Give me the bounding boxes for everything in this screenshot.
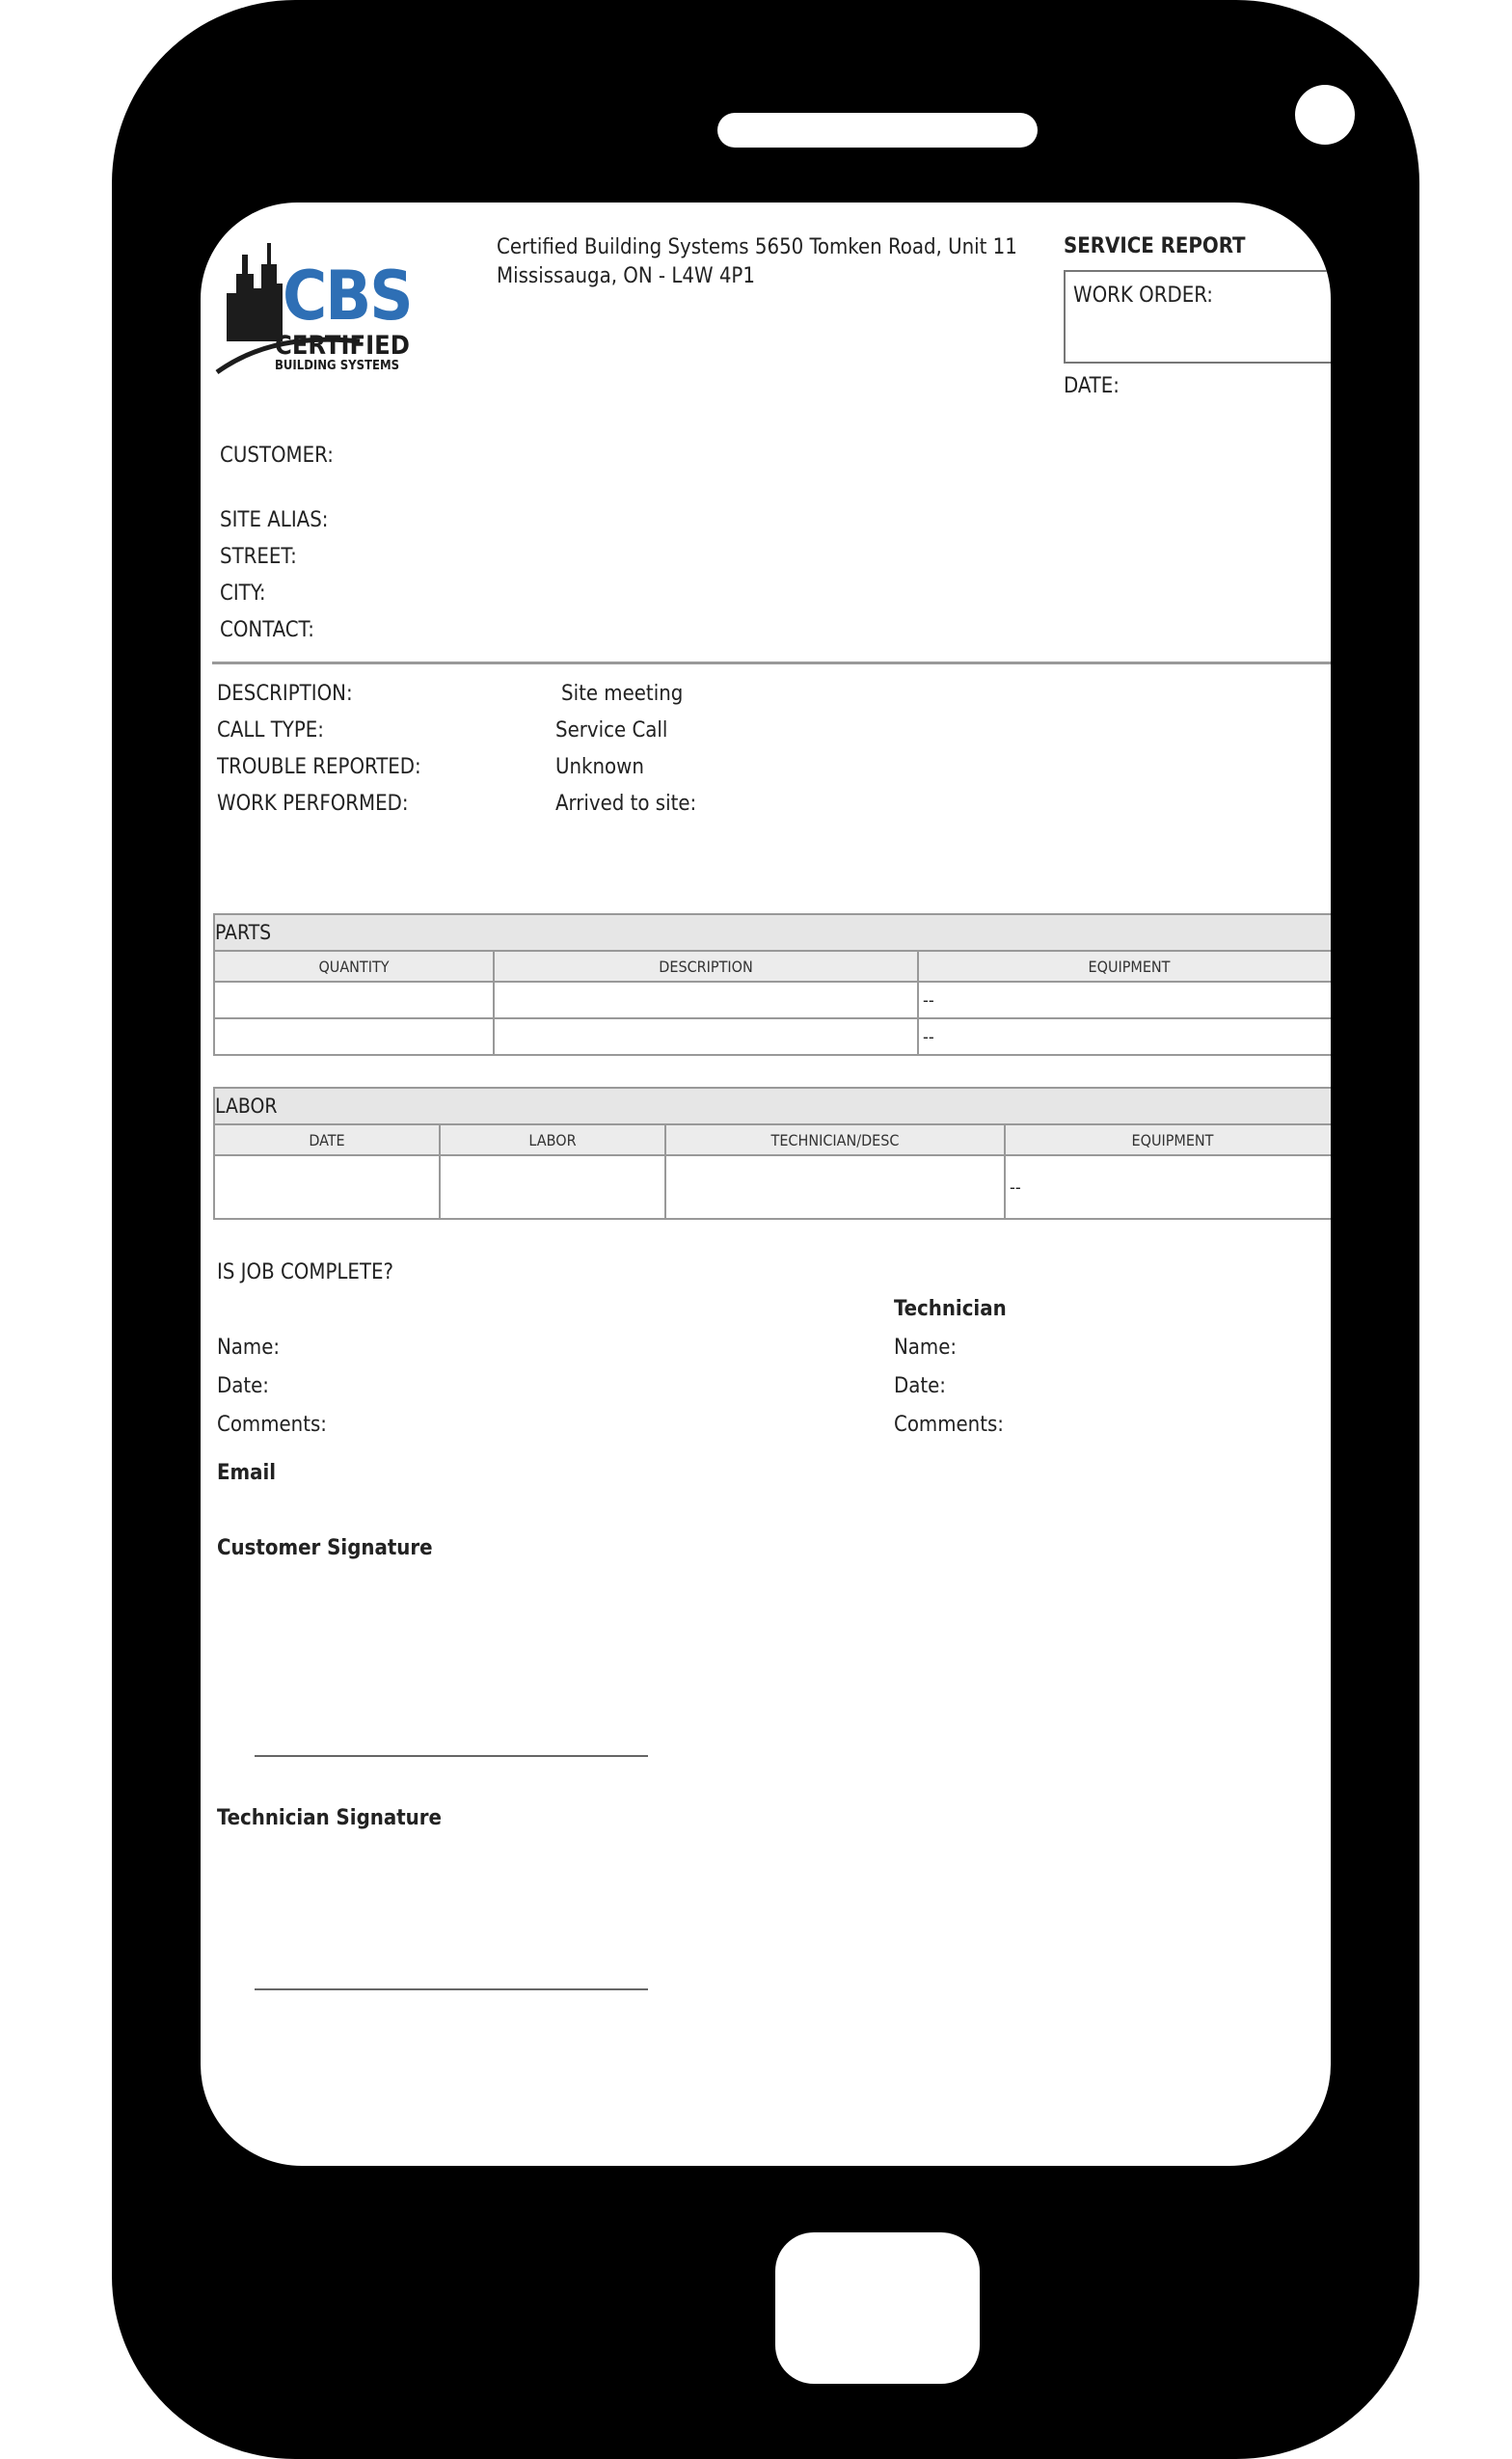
parts-col-equipment: EQUIPMENT [918, 951, 1331, 982]
speaker-slot [717, 113, 1038, 148]
labor-cell-technician [665, 1155, 1005, 1219]
logo-certified: CERTIFIED [275, 331, 410, 361]
parts-cell-quantity [214, 982, 494, 1018]
report-date-label: DATE: [1064, 374, 1120, 398]
work-performed-value: Arrived to site: [555, 792, 697, 816]
customer-signature-label: Customer Signature [217, 1536, 433, 1560]
work-order-label: WORK ORDER: [1073, 284, 1213, 308]
site-alias-label: SITE ALIAS: [220, 508, 329, 532]
table-row [214, 1155, 1331, 1219]
email-label: Email [217, 1461, 277, 1485]
trouble-reported-label: TROUBLE REPORTED: [217, 755, 421, 779]
customer-signature-line[interactable] [255, 1755, 648, 1757]
company-logo [215, 235, 412, 399]
technician-signature-line[interactable] [255, 1988, 648, 1990]
description-label: DESCRIPTION: [217, 682, 353, 706]
parts-cell-description [494, 982, 918, 1018]
job-complete-question: IS JOB COMPLETE? [217, 1260, 393, 1284]
contact-label: CONTACT: [220, 618, 314, 642]
home-button[interactable] [775, 2232, 980, 2384]
logo-building-systems: BUILDING SYSTEMS [275, 359, 400, 373]
street-label: STREET: [220, 545, 297, 569]
labor-cell-equipment: -- [1005, 1155, 1331, 1219]
parts-cell-equipment: -- [918, 982, 1331, 1018]
customer-label: CUSTOMER: [220, 444, 334, 468]
parts-cell-description [494, 1018, 918, 1055]
table-row [214, 982, 1331, 1018]
technician-comments-label: Comments: [894, 1413, 1004, 1437]
description-value: Site meeting [561, 682, 684, 706]
technician-signature-label: Technician Signature [217, 1806, 442, 1830]
technician-name-label: Name: [894, 1336, 958, 1360]
parts-title: PARTS [214, 914, 1331, 951]
parts-cell-equipment: -- [918, 1018, 1331, 1055]
technician-date-label: Date: [894, 1374, 946, 1398]
address-line-1: Certified Building Systems 5650 Tomken Road, Unit 11 [497, 235, 1017, 259]
parts-col-description: DESCRIPTION [494, 951, 918, 982]
labor-table [213, 1087, 1331, 1220]
parts-table [213, 913, 1331, 1056]
customer-comments-label: Comments: [217, 1413, 327, 1437]
camera-icon [1295, 85, 1355, 145]
table-row [214, 1018, 1331, 1055]
labor-col-labor: LABOR [440, 1124, 665, 1155]
company-address [497, 233, 1017, 291]
parts-cell-quantity [214, 1018, 494, 1055]
logo-wordmark: CBS [283, 257, 412, 336]
labor-cell-date [214, 1155, 440, 1219]
technician-heading: Technician [894, 1297, 1007, 1321]
city-label: CITY: [220, 581, 266, 606]
call-type-value: Service Call [555, 718, 668, 743]
labor-title: LABOR [214, 1088, 1331, 1124]
trouble-reported-value: Unknown [555, 755, 644, 779]
work-order-box[interactable] [1064, 270, 1331, 364]
customer-date-label: Date: [217, 1374, 269, 1398]
parts-col-quantity: QUANTITY [214, 951, 494, 982]
labor-cell-labor [440, 1155, 665, 1219]
service-report-screen [201, 203, 1331, 2166]
report-title: SERVICE REPORT [1064, 234, 1246, 258]
customer-name-label: Name: [217, 1336, 281, 1360]
labor-col-equipment: EQUIPMENT [1005, 1124, 1331, 1155]
labor-col-technician: TECHNICIAN/DESC [665, 1124, 1005, 1155]
section-divider [212, 662, 1331, 664]
address-line-2: Mississauga, ON - L4W 4P1 [497, 264, 755, 288]
work-performed-label: WORK PERFORMED: [217, 792, 409, 816]
labor-col-date: DATE [214, 1124, 440, 1155]
call-type-label: CALL TYPE: [217, 718, 324, 743]
